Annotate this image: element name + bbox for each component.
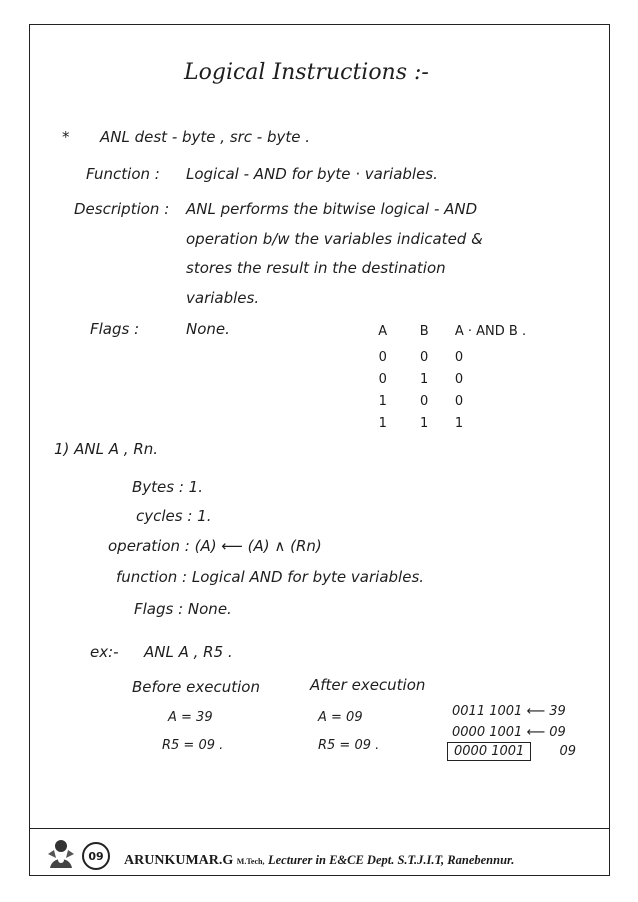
instr1-function: function : Logical AND for byte variables. bbox=[116, 568, 425, 586]
function-text: Logical - AND for byte · variables. bbox=[186, 165, 438, 183]
binary-bits: 0000 1001 bbox=[452, 725, 523, 740]
binary-row-3 bbox=[447, 744, 576, 759]
truth-cell: 0 bbox=[454, 371, 464, 387]
after-r5-value: R5 = 09 . bbox=[318, 738, 380, 753]
instr1-cycles: cycles : 1. bbox=[136, 507, 212, 525]
after-execution-label: After execution bbox=[310, 676, 426, 694]
truth-cell: 0 bbox=[378, 349, 387, 365]
author-degree: M.Tech, bbox=[236, 857, 265, 866]
truth-cell: 0 bbox=[420, 393, 429, 409]
before-r5-value: R5 = 09 . bbox=[162, 738, 224, 753]
truth-header-a: A bbox=[378, 323, 388, 339]
binary-hex: 09 bbox=[549, 725, 566, 740]
truth-cell: 1 bbox=[454, 415, 464, 431]
truth-cell: 0 bbox=[454, 349, 464, 365]
after-a-value: A = 09 bbox=[318, 710, 363, 725]
description-line-3: stores the result in the destination bbox=[186, 259, 446, 277]
binary-hex: 39 bbox=[549, 704, 566, 719]
instr1-heading: 1) ANL A , Rn. bbox=[54, 440, 159, 458]
truth-cell: 1 bbox=[420, 415, 429, 431]
truth-cell: 0 bbox=[378, 371, 387, 387]
arrow-left-icon: ⟵ bbox=[526, 704, 546, 719]
truth-row bbox=[362, 368, 534, 390]
truth-header-row bbox=[362, 320, 534, 342]
truth-cell: 1 bbox=[378, 393, 387, 409]
truth-row bbox=[362, 346, 534, 368]
description-line-2: operation b/w the variables indicated & bbox=[186, 230, 483, 248]
truth-header-result: A · AND B . bbox=[454, 323, 527, 339]
instr1-bytes: Bytes : 1. bbox=[132, 478, 203, 496]
footer-divider bbox=[29, 828, 610, 829]
binary-hex: 09 bbox=[559, 744, 576, 759]
truth-cell: 1 bbox=[420, 371, 429, 387]
description-line-4: variables. bbox=[186, 289, 260, 307]
truth-row bbox=[362, 412, 534, 434]
truth-cell: 0 bbox=[420, 349, 429, 365]
binary-row-1 bbox=[452, 704, 566, 719]
flags-text: None. bbox=[186, 320, 230, 338]
flags-label: Flags : bbox=[90, 320, 140, 338]
binary-bits: 0011 1001 bbox=[452, 704, 523, 719]
instr1-operation: operation : (A) ⟵ (A) ∧ (Rn) bbox=[108, 537, 322, 555]
page-number-badge: 09 bbox=[82, 842, 110, 870]
page-title: Logical Instructions :- bbox=[184, 60, 429, 85]
truth-cell: 0 bbox=[454, 393, 464, 409]
truth-cell: 1 bbox=[378, 415, 387, 431]
bullet-star: * bbox=[62, 128, 70, 146]
description-label: Description : bbox=[74, 200, 170, 218]
truth-row bbox=[362, 390, 534, 412]
author-credit bbox=[124, 853, 514, 869]
example-label: ex:- bbox=[90, 643, 119, 661]
instr1-flags: Flags : None. bbox=[134, 600, 232, 618]
author-designation: Lecturer in E&CE Dept. S.T.J.I.T, Ranebennur. bbox=[267, 853, 515, 867]
truth-table bbox=[362, 320, 534, 434]
binary-row-2 bbox=[452, 725, 566, 740]
author-emblem-icon bbox=[44, 836, 78, 870]
truth-header-b: B bbox=[419, 323, 429, 339]
description-line-1: ANL performs the bitwise logical - AND bbox=[186, 200, 478, 218]
example-instruction: ANL A , R5 . bbox=[144, 643, 233, 661]
function-label: Function : bbox=[86, 165, 160, 183]
binary-result-box: 0000 1001 bbox=[447, 742, 531, 761]
arrow-left-icon: ⟵ bbox=[526, 725, 546, 740]
author-name: ARUNKUMAR.G bbox=[124, 853, 234, 868]
before-a-value: A = 39 bbox=[168, 710, 213, 725]
syntax-line: ANL dest - byte , src - byte . bbox=[100, 128, 311, 146]
before-execution-label: Before execution bbox=[132, 678, 260, 696]
